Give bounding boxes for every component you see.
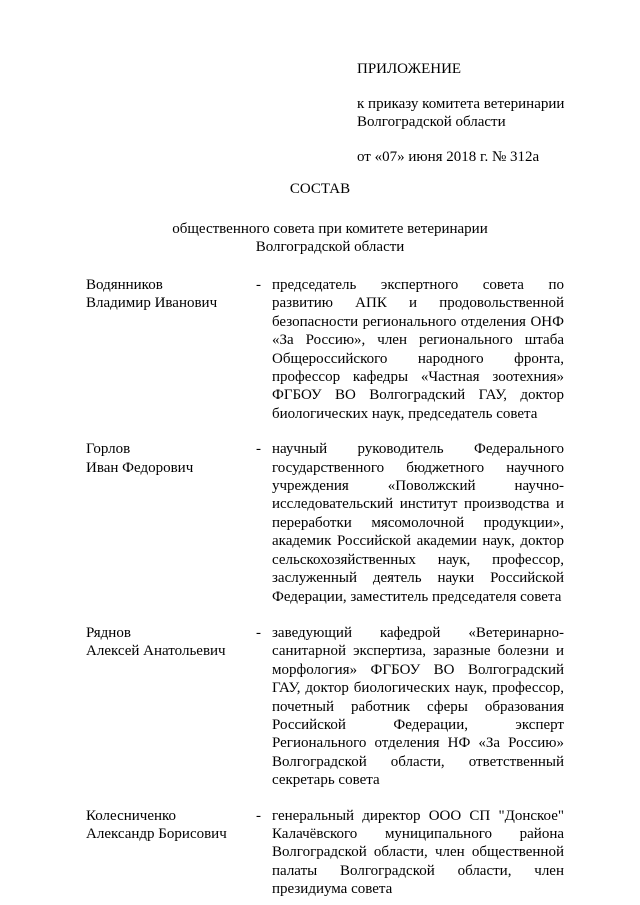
member-surname: Колесниченко (86, 807, 177, 824)
member-surname: Ряднов (86, 624, 131, 641)
member-dash: - (256, 277, 261, 293)
member-entry (86, 440, 570, 606)
member-role: председатель экспертного совета по развитию АПК и продовольственной безопасности регионального отделения ОНФ «За Россию», член регионального штаба Общероссийского народного фронта, профессор кафедры «Частная зоотехния» ФГБОУ ВО Волгоградский ГАУ, доктор биологических наук, председатель совета (272, 277, 564, 422)
member-name (86, 807, 256, 844)
member-role: научный руководитель Федерального государственного бюджетного научного учреждения «Поволжский научно-исследовательский институт производства и переработки мясомолочной продукции», академик Российской академии наук, доктор сельскохозяйственных наук, профессор, заслуженный деятель науки Российской Федерации, заместитель председателя совета (272, 441, 564, 605)
member-dash: - (256, 441, 261, 458)
member-surname: Горлов (86, 441, 131, 458)
member-entry (86, 807, 570, 899)
member-name (86, 276, 256, 313)
member-role: заведующий кафедрой «Ветеринарно-санитарной экспертиза, заразные болезни и морфология» ФГБОУ ВО Волгоградский ГАУ, доктор биологических наук, профессор, почетный работник сферы образования Российской Федерации, эксперт Регионального отделения НФ «За Россию» Волгоградской области, ответственный секретарь совета (272, 624, 564, 789)
document-title: СОСТАВ (289, 181, 351, 197)
order-reference-line-2: Волгоградской области (357, 114, 506, 130)
appendix-header (357, 60, 617, 166)
member-given-names: Иван Федорович (86, 459, 194, 476)
member-dash: - (256, 807, 261, 824)
appendix-title: ПРИЛОЖЕНИЕ (357, 61, 462, 77)
document-subtitle-line-2: Волгоградской области (255, 239, 405, 255)
order-date: от «07» июня 2018 г. № 312а (357, 149, 540, 165)
member-entry (86, 624, 570, 790)
member-given-names: Алексей Анатольевич (86, 643, 226, 660)
member-given-names: Владимир Иванович (86, 295, 218, 312)
order-reference (357, 95, 617, 131)
member-dash: - (256, 624, 261, 641)
council-members-list (86, 276, 570, 899)
member-role: генеральный директор ООО СП "Донское" Калачёвского муниципального района Волгоградской области, член общественной палаты Волгоградской области, член президиума совета (272, 807, 564, 898)
order-reference-line-1: к приказу комитета ветеринарии (357, 96, 565, 112)
member-name (86, 624, 256, 661)
member-given-names: Александр Борисович (86, 825, 227, 842)
document-subtitle (0, 220, 640, 256)
member-entry (86, 276, 570, 423)
member-name (86, 440, 256, 477)
member-surname: Водянников (86, 277, 163, 293)
document-subtitle-line-1: общественного совета при комитете ветеринарии (172, 221, 488, 237)
